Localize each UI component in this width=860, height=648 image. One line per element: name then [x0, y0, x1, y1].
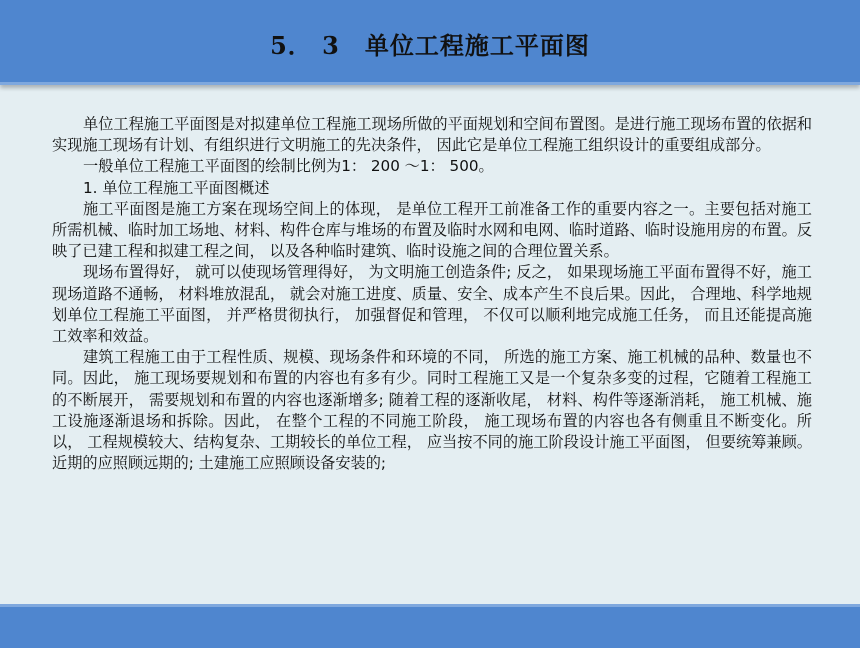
slide-title: 5． 3 单位工程施工平面图 — [270, 31, 590, 60]
paragraph-overview: 施工平面图是施工方案在现场空间上的体现， 是单位工程开工前准备工作的重要内容之一。主要包括对施工所需机械、临时加工场地、材料、构件仓库与堆场的布置及临时水网和电网、临时道路、临时设施用房的布置。反映了已建工程和拟建工程之间， 以及各种临时建筑、临时设施之间的合理位置关系。 — [52, 199, 812, 261]
paragraph-intro: 单位工程施工平面图是对拟建单位工程施工现场所做的平面规划和空间布置图。是进行施工现场布置的依据和实现施工现场有计划、有组织进行文明施工的先决条件， 因此它是单位工程施工组织设计的重要组成部分。 — [52, 115, 812, 155]
section-heading: 1. 单位工程施工平面图概述 — [83, 178, 270, 197]
title-bar — [0, 0, 860, 85]
paragraph-scale: 一般单位工程施工平面图的绘制比例为1： 200 ～1： 500。 — [83, 157, 494, 176]
footer-bar — [0, 604, 860, 648]
paragraph-importance: 现场布置得好， 就可以使现场管理得好， 为文明施工创造条件; 反之， 如果现场施工平面布置得不好，施工现场道路不通畅， 材料堆放混乱， 就会对施工进度、质量、安全、成本产生不良后果。因此， 合理地、科学地规划单位工程施工平面图， 并严格贯彻执行， 加强督促和管理， 不仅可以顺利地完成施工任务， 而且还能提高施工效率和效益。 — [52, 263, 812, 346]
paragraph-stages: 建筑工程施工由于工程性质、规模、现场条件和环境的不同， 所选的施工方案、施工机械的品种、数量也不同。因此， 施工现场要规划和布置的内容也有多有少。同时工程施工又是一个复杂多变的过程，它随着工程施工的不断展开， 需要规划和布置的内容也逐渐增多; 随着工程的逐渐收尾， 材料、构件等逐渐消耗， 施工机械、施工设施逐渐退场和拆除。因此， 在整个工程的不同施工阶段， 施工现场布置的内容也各有侧重且不断变化。所以， 工程规模较大、结构复杂、工期较长的单位工程， 应当按不同的施工阶段设计施工平面图， 但要统筹兼顾。近期的应照顾远期的; 土建施工应照顾设备安装的; — [52, 348, 812, 473]
slide-body — [52, 114, 812, 474]
